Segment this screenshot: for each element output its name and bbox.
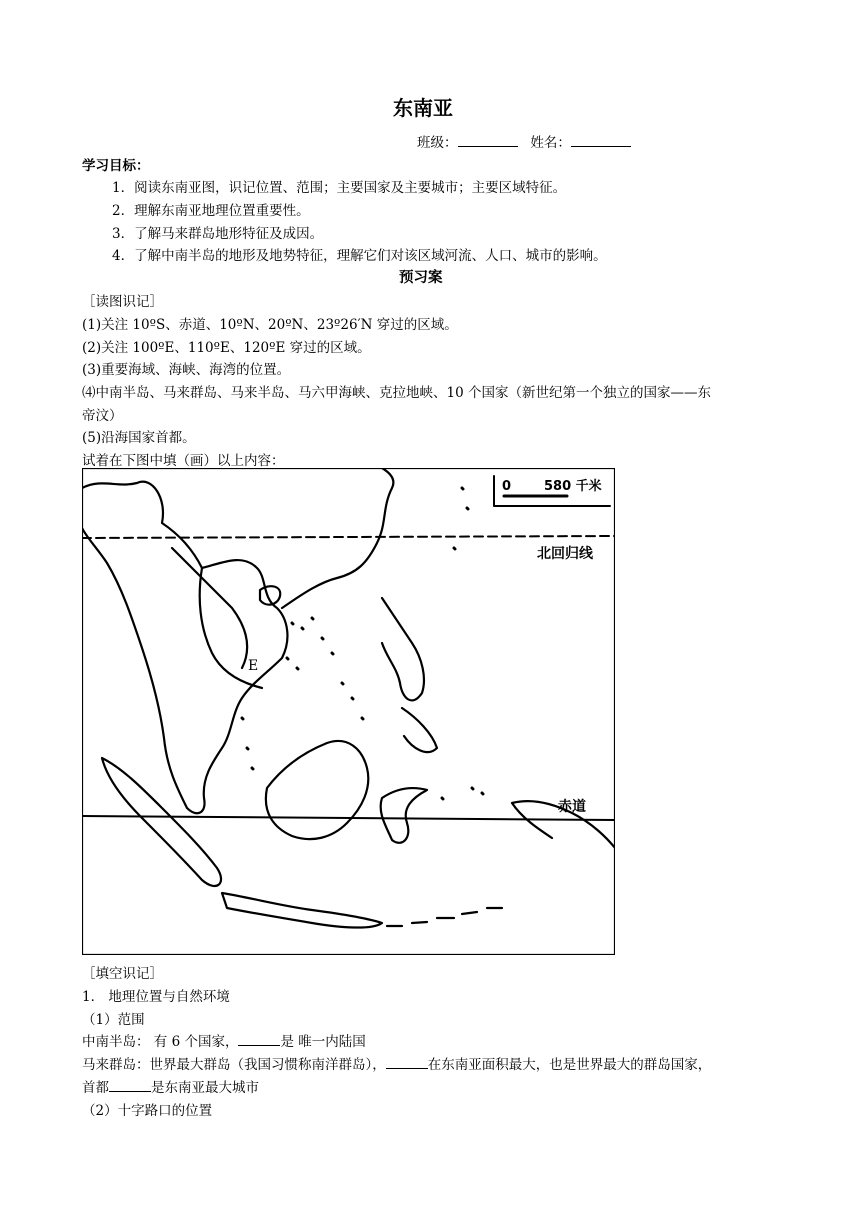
scale-value: 580 千米 — [544, 479, 602, 494]
fill-text: 是 唯一内陆国 — [280, 1034, 366, 1050]
fill-line-capital — [82, 1076, 259, 1096]
preview-item: (5)沿海国家首都。 — [82, 430, 196, 446]
section-1-heading: 1． 地理位置与自然环境 — [82, 989, 230, 1005]
objective-item: 2．理解东南亚地理位置重要性。 — [112, 203, 310, 219]
objective-item: 1．阅读东南亚图，识记位置、范围；主要国家及主要城市；主要区域特征。 — [112, 180, 567, 196]
fill-line-indochina — [82, 1030, 366, 1050]
preview-item: (3)重要海域、海峡、海湾的位置。 — [82, 362, 291, 378]
fill-title: ［填空识记］ — [82, 966, 163, 982]
fill-text: 中南半岛： 有 6 个国家， — [82, 1034, 239, 1050]
name-blank[interactable] — [571, 134, 631, 147]
scale-bar — [494, 476, 610, 506]
landlocked-country-blank[interactable] — [238, 1033, 280, 1046]
sulawesi-island — [381, 788, 427, 843]
fill-text: 在东南亚面积最大，也是世界最大的群岛国家， — [427, 1057, 712, 1073]
map-instruction: 试着在下图中填（画）以上内容： — [82, 453, 285, 469]
preview-item: (1)关注 10ºS、赤道、10ºN、20ºN、23º26′N 穿过的区域。 — [82, 317, 458, 333]
read-map-title: ［读图识记］ — [82, 294, 163, 310]
student-info — [417, 131, 631, 151]
borneo-island — [266, 741, 368, 839]
marker-e: E — [248, 658, 259, 674]
map-frame — [83, 469, 615, 955]
equator-label: 赤道 — [558, 799, 586, 815]
class-label: 班级： — [417, 135, 458, 151]
fill-text: 马来群岛：世界最大群岛（我国习惯称南洋群岛）， — [82, 1057, 386, 1073]
page-title: 东南亚 — [393, 96, 453, 120]
equator-line — [82, 816, 615, 820]
capital-blank[interactable] — [109, 1079, 151, 1092]
preview-item: ⑷中南半岛、马来群岛、马来半岛、马六甲海峡、克拉地峡、10 个国家（新世纪第一个独立的国家——东 — [82, 385, 711, 401]
fill-text: 是东南亚最大城市 — [151, 1080, 259, 1096]
largest-country-blank[interactable] — [386, 1056, 428, 1069]
objective-item: 3．了解马来群岛地形特征及成因。 — [112, 226, 324, 242]
new-guinea-island — [512, 801, 615, 848]
tropic-of-cancer-line — [82, 536, 615, 538]
subsection-crossroads: （2）十字路口的位置 — [82, 1103, 213, 1119]
preview-heading: 预习案 — [399, 270, 443, 286]
philippines — [382, 598, 437, 752]
class-blank[interactable] — [458, 134, 518, 147]
fill-text: 首都 — [82, 1080, 109, 1096]
subsection-scope: （1）范围 — [82, 1012, 145, 1028]
southeast-asia-outline-map[interactable] — [82, 468, 615, 955]
fill-line-malay — [82, 1053, 711, 1073]
objective-item: 4．了解中南半岛的地形及地势特征，理解它们对该区域河流、人口、城市的影响。 — [112, 248, 607, 264]
preview-item-continued: 帝汶） — [82, 408, 123, 424]
scale-zero: 0 — [502, 479, 512, 494]
name-label: 姓名： — [530, 135, 571, 151]
lesser-sunda-islands — [387, 908, 502, 926]
small-islands — [242, 488, 483, 799]
tropic-label: 北回归线 — [537, 546, 593, 562]
preview-item: (2)关注 100ºE、110ºE、120ºE 穿过的区域。 — [82, 340, 371, 356]
objectives-heading: 学习目标： — [82, 158, 150, 174]
sumatra-island — [102, 758, 221, 886]
java-island — [222, 893, 382, 928]
